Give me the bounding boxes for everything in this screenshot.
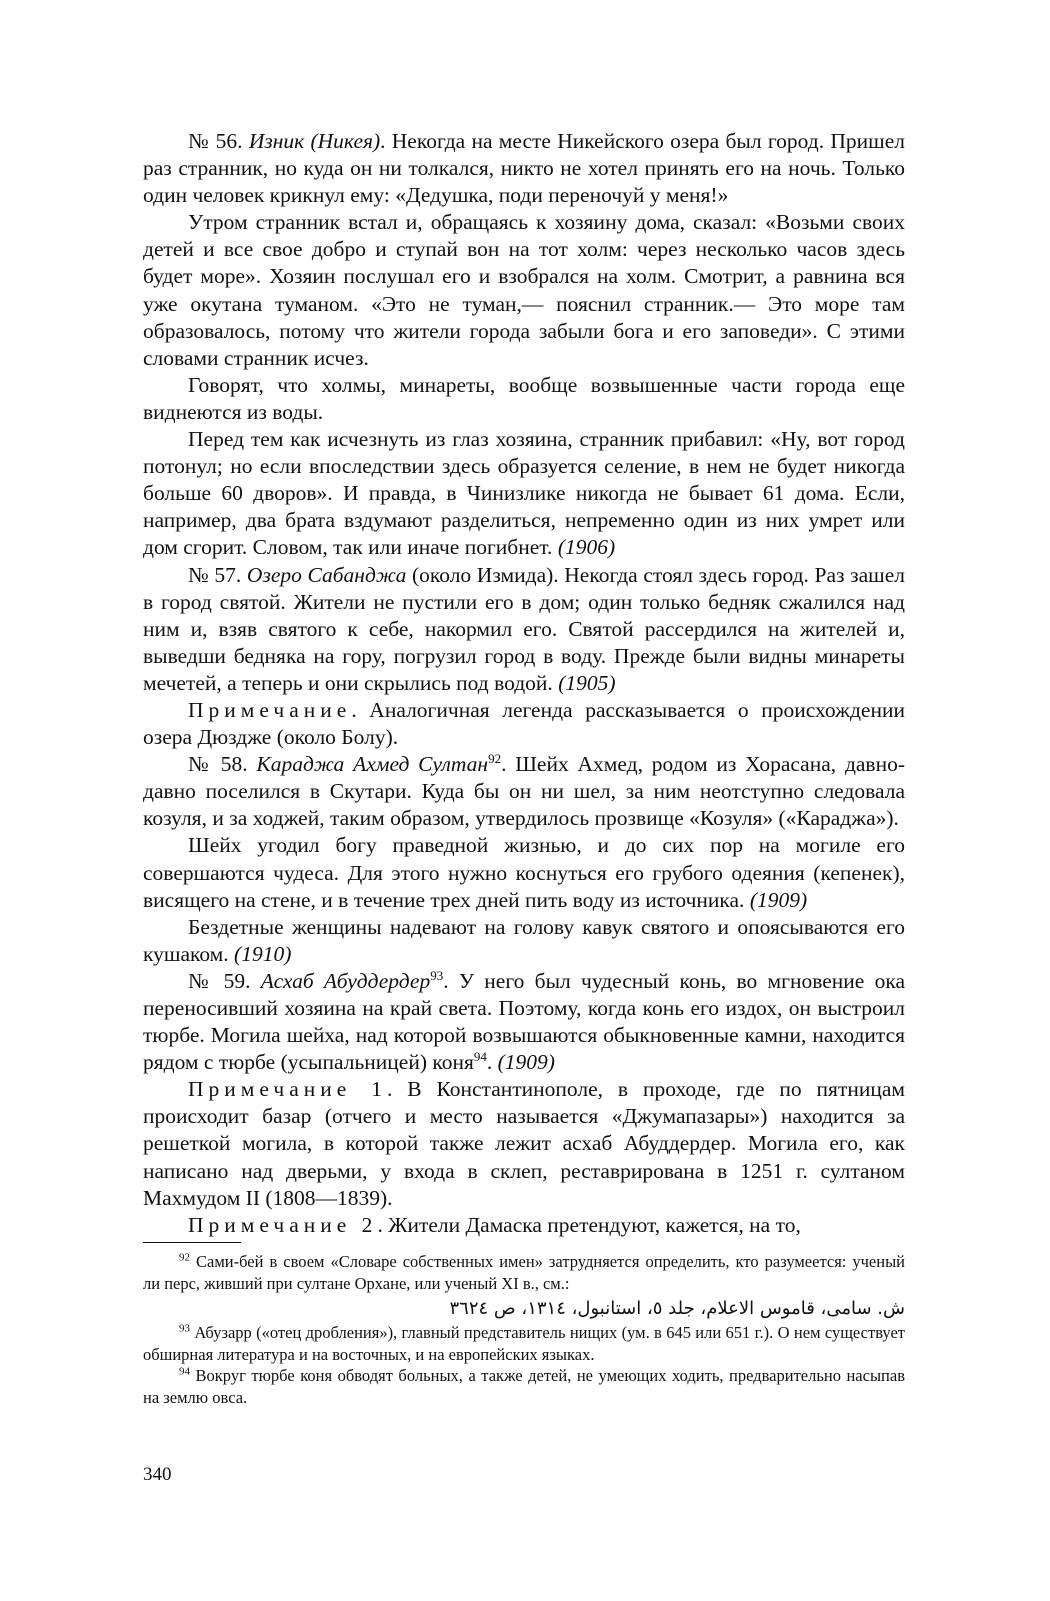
footnote-marker: 92 <box>179 1251 190 1264</box>
entry-year: (1910) <box>234 941 292 966</box>
entry-year: (1906) <box>557 535 616 560</box>
footnote-93 <box>143 1322 905 1365</box>
entry-text: . Некогда на месте Никейского озера был город. Пришел раз странник, но куда он ни толкался, никто не хотел принять его на ночь. Только один человек крикнул ему: «Дедушка, поди переночуй у меня!» <box>143 129 905 208</box>
note-text: . Аналогичная легенда рассказывается о происхождении озера Дюздже (около Болу). <box>143 697 905 750</box>
entry-text: Перед тем как исчезнуть из глаз хозяина, странник прибавил: «Ну, вот город потонул; но если впоследствии здесь образуется селение, в нем не будет никогда больше 60 дворов». И правда, в Чинизлике никогда не бывает 61 дома. Если, например, два брата вздумают разделиться, непременно один из них умрет или дом сгорит. Словом, так или иначе погибнет. <box>143 427 905 560</box>
footnote-text: Вокруг тюрбе коня обводят больных, а также детей, не умеющих ходить, предварительно насыпав на землю овса. <box>143 1366 905 1407</box>
entry-number: № 58. <box>188 752 257 777</box>
entry-58-paragraph-2 <box>143 832 905 913</box>
note-label: Примечание 2 <box>188 1212 378 1237</box>
footnote-ref-93[interactable]: 93 <box>430 967 444 983</box>
footnote-ref-94[interactable]: 94 <box>473 1049 487 1065</box>
footnote-marker: 94 <box>179 1365 190 1378</box>
footnote-text: Сами-бей в своем «Словаре собственных имен» затрудняется определить, кто разумеется: ученый ли перс, живший при султане Орхане, или ученый XI в., см.: <box>143 1252 905 1293</box>
page-number: 340 <box>143 1464 172 1485</box>
entry-text: . Шейх Ахмед, родом из Хорасана, давно-давно поселился в Скутари. Куда бы он ни шел, за ним неотступно следовала козуля, и за ходжей, таким образом, утвердилось прозвище «Козуля» («Караджа»). <box>143 752 905 831</box>
footnote-92 <box>143 1251 905 1294</box>
entry-text: (около Измида). Некогда стоял здесь город. Раз зашел в город святой. Жители не пустили его в дом; один только бедняк сжалился над ним и, взяв святого к себе, накормил его. Святой рассердился на жителей и, выведши бедняка на гору, погрузил город в воду. Прежде были видны минареты мечетей, а теперь и они скрылись под водой. <box>143 562 906 695</box>
footnote-92-arabic-citation: ش. سامی، قاموس الاعلام، جلد ٥، استانبول، ١٣١٤، ص ٣٦٢٤ <box>449 1298 905 1319</box>
footnote-text: Абузарр («отец дробления»), главный представитель нищих (ум. в 645 или 651 г.). О нем существует обширная литература и на восточных, и на европейских языках. <box>143 1323 905 1364</box>
footnote-marker: 93 <box>179 1322 190 1335</box>
footnotes <box>143 1251 905 1408</box>
entry-56-paragraph-2: Утром странник встал и, обращаясь к хозяину дома, сказал: «Возьми своих детей и все свое добро и ступай вон на тот холм: через несколько часов здесь будет море». Хозяин послушал его и взобрался на холм. Смотрит, а равнина вся уже окутана туманом. «Это не туман,— пояснил странник.— Это море там образовалось, потому что жители города забыли бога и его заповеди». С этими словами странник исчез. <box>143 210 905 370</box>
entry-text: . У него был чудесный конь, во мгновение ока переносивший хозяина на край света. Поэтому, когда конь его издох, он выстроил тюрбе. Могила шейха, над которой возвышаются обыкновенные камни, находится рядом с тюрбе (усыпальницей) коня <box>143 968 906 1075</box>
entry-58-paragraph-3 <box>143 914 905 968</box>
entry-text: Шейх угодил богу праведной жизнью, и до сих пор на могиле его совершаются чудеса. Для этого нужно коснуться его грубого одеяния (кепенек), висящего на стене, и в течение трех дней пить воду из источника. <box>143 833 905 912</box>
entry-title: Караджа Ахмед Султан <box>256 752 489 777</box>
entry-year: (1905) <box>558 670 616 695</box>
footnote-ref-92[interactable]: 92 <box>488 751 502 766</box>
entry-title: Изник (Никея) <box>248 129 381 153</box>
entry-text: Бездетные женщины надевают на голову кавук святого и опоясываются его кушаком. <box>143 914 905 966</box>
note-2-paragraph <box>143 1212 905 1239</box>
entry-58-paragraph <box>143 751 905 832</box>
entry-56-paragraph-3: Говорят, что холмы, минареты, вообще возвышенные части города еще виднеются из воды. <box>143 372 905 424</box>
note-label: Примечание 1 <box>188 1077 387 1102</box>
note-text: . Жители Дамаска претендуют, кажется, на то, <box>377 1212 801 1237</box>
entry-56-paragraph <box>143 128 905 209</box>
note-label: Примечание <box>188 697 352 722</box>
entry-59-paragraph: № 59. Асхаб Абуддердер$^{93}$. У него был чудесный конь, во мгновение ока переносивший хозяина на край света. Поэтому, когда конь его издох, он выстроил тюрбе. Могила шейха, над которой возвышаются обыкновенные камни, находится рядом с тюрбе (усыпальницей) коня$^{94}$. (1909) <box>143 967 906 1075</box>
entry-year: (1909) <box>497 1050 555 1075</box>
entry-number: № 56. <box>188 129 249 153</box>
footnote-divider <box>143 1242 241 1243</box>
entry-number: № 59. <box>188 968 261 993</box>
main-text <box>143 128 905 1239</box>
entry-57-paragraph <box>143 562 905 697</box>
entry-number: № 57. <box>188 562 247 587</box>
entry-title: Озеро Сабанджа <box>246 562 407 587</box>
entry-title: Асхаб Абуддердер <box>260 968 431 993</box>
entry-year: (1909) <box>749 887 808 912</box>
footnote-94 <box>143 1365 905 1408</box>
note-paragraph <box>143 697 905 751</box>
note-text: . В Константинополе, в проходе, где по пятницам происходит базар (отчего и место называется «Джумапазары») находится за решеткой могила, в которой также лежит асхаб Абуддердер. Могила его, как написано над дверьми, у входа в склеп, реставрирована в 1251 г. султаном Махмудом II (1808—1839). <box>143 1077 906 1210</box>
entry-56-paragraph-4 <box>143 426 905 561</box>
note-1-paragraph <box>143 1076 905 1211</box>
